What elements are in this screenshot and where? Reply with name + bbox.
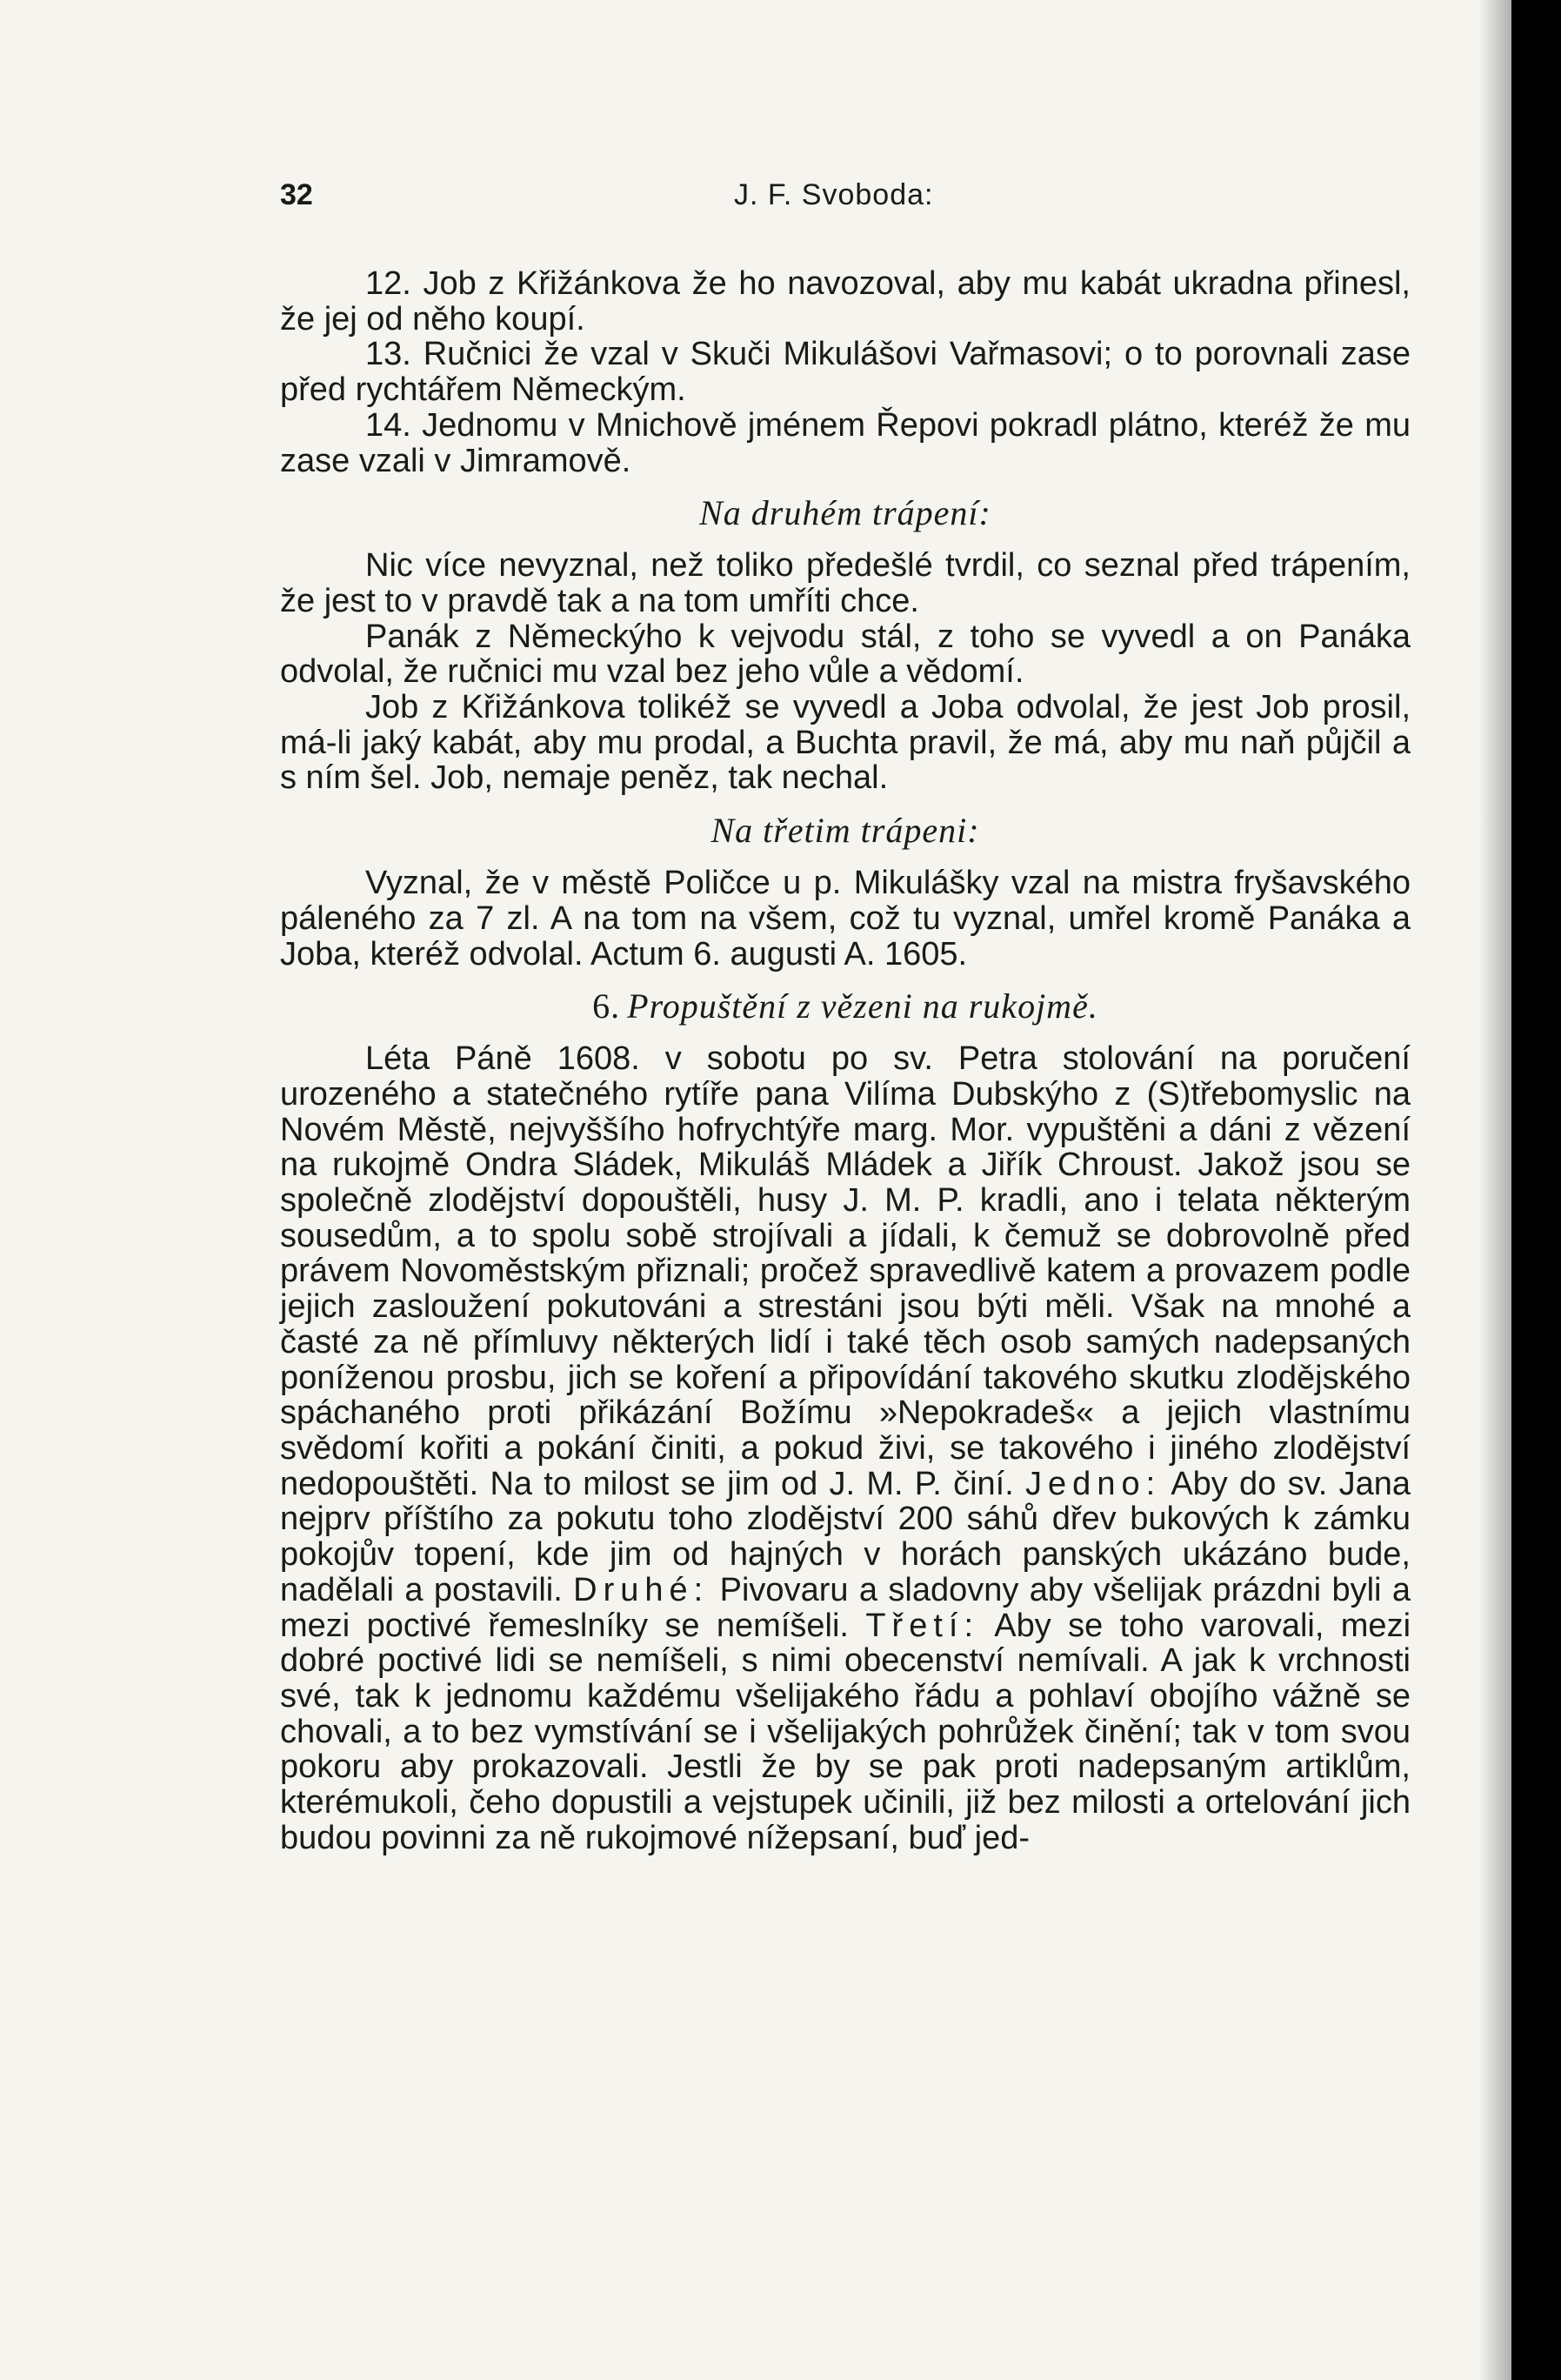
second-condition-label: Druhé: [573,1571,710,1608]
third-condition-text: Aby se toho varovali, mezi dobré poctivé lidi se nemíšeli, s nimi obecenství nemívali. A jak k vrchnosti své, tak k jednomu každému všelijakého řádu a pohlaví obojího vážně se chovali, a to bez vymstívání se i všelijakých pohrůžek činění; tak v tom svou pokoru aby prokazovali. Jestli že by se pak proti nadepsaným artiklům, kterémukoli, čeho dopustili a vejstupek učinili, již bez milosti a ortelování jich budou povinni za ně rukojmové nížepsaní, buď jed- [280,1607,1411,1856]
first-condition-label: Jedno: [1025,1465,1162,1502]
paragraph-release [280,1041,1411,1855]
paragraph: Panák z Německýho k vejvodu stál, z toho se vyvedl a on Panáka odvolal, že ručnici mu vzal bez jeho vůle a vědomí. [280,618,1411,691]
page-edge-shadow [1478,0,1511,2380]
section-heading-release [280,988,1411,1025]
section-heading-third-torture: Na třetim trápeni: [710,811,980,851]
list-item: 13. Ručnici že vzal v Skuči Mikulášovi Vařmasovi; o to porovnali zase před rychtářem Německým. [280,336,1411,409]
third-condition-label: Třetí: [865,1607,980,1644]
section-heading-second-torture: Na druhém trápení: [699,493,991,533]
release-text-intro: Léta Páně 1608. v sobotu po sv. Petra stolování na poručení urozeného a statečného rytíře pana Vilíma Dubskýho z (S)třebomyslic na Novém Městě, nejvyššího hofrychtýře marg. Mor. vypuštěni a dáni z vězení na rukojmě Ondra Sládek, Mikuláš Mládek a Jiřík Chroust. Jakož jsou se společně zlodějství dopouštěli, husy J. M. P. kradli, ano i telata některým sousedům, a to spolu sobě strojívali a jídali, k čemuž se dobrovolně před právem Novoměstským přiznali; pročež spravedlivě katem a provazem podle jejich zasloužení pokutováni a strestáni jsou býti měli. Však na mnohé a časté za ně přímluvy některých lidí i také těch osob samých nadepsaných poníženou prosbu, jich se koření a připovídání takového skutku zlodějského spáchaného proti přikázání Božímu »Nepokradeš« a jejich vlastnímu svědomí kořiti a pokání činiti, a pokud živi, se takového i jiného zlodějství nedopouštěti. Na to milost se jim od J. M. P. činí. [280,1040,1411,1502]
list-item: 14. Jednomu v Mnichově jménem Řepovi pokradl plátno, kteréž že mu zase vzali v Jimramově. [280,406,1411,479]
paragraph: Vyznal, že v městě Poličce u p. Mikulášky vzal na mistra fryšavského páleného za 7 zl. A na tom na všem, což tu vyznal, umřel kromě Panáka a Joba, kteréž odvolal. Actum 6. augusti A. 1605. [280,865,1411,973]
page-number: 32 [280,178,313,211]
list-item: 12. Job z Křižánkova že ho navozoval, aby mu kabát ukradna přinesl, že jej od něho koupí. [280,265,1411,338]
page-content [280,165,1411,1855]
page-header [280,165,1411,217]
section-number: 6. [592,986,621,1026]
page-body [280,266,1411,1855]
second-condition-text: Pivovaru a sladovny aby všelijak prázdni byli a mezi poctivé řemeslníky se nemíšeli. [280,1571,1411,1644]
paragraph: Nic více nevyznal, než toliko předešlé tvrdil, co seznal před trápením, že jest to v pravdě tak a na tom umříti chce. [280,547,1411,619]
first-condition-text: Aby do sv. Jana nejprv příštího za pokutu toho zlodějství 200 sáhů dřev bukových k zámku pokojův topení, kde jim od hajných v horách panských ukázáno bude, nadělali a postavili. [280,1465,1411,1608]
section-title: Propuštění z vězeni na rukojmě. [627,986,1098,1026]
running-head: J. F. Svoboda: [734,178,934,211]
paragraph: Job z Křižánkova tolikéž se vyvedl a Joba odvolal, že jest Job prosil, má-li jaký kabát, aby mu prodal, a Buchta pravil, že má, aby mu naň půjčil a s ním šel. Job, nemaje peněz, tak nechal. [280,689,1411,797]
